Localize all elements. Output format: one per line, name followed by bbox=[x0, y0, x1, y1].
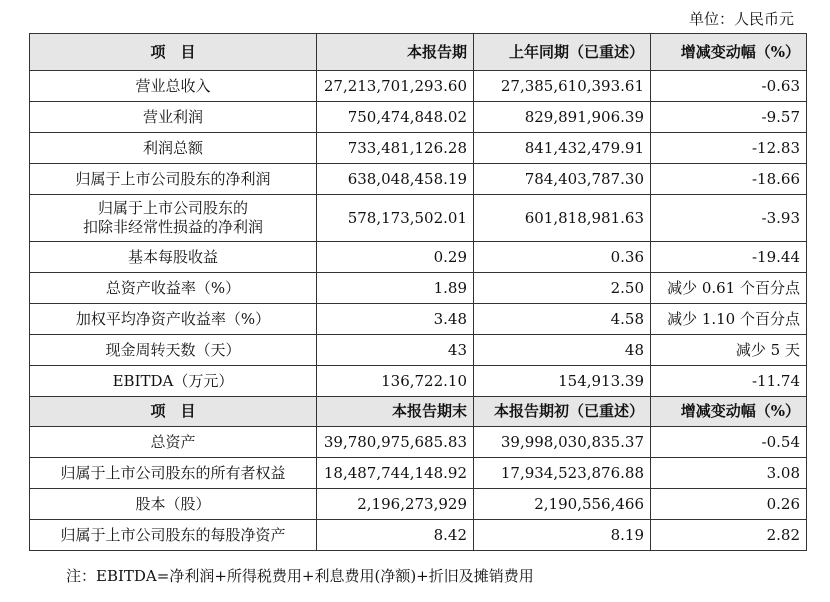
table-cell: 43 bbox=[317, 335, 474, 366]
table-cell: -3.93 bbox=[651, 195, 807, 242]
table-header-row-2 bbox=[30, 397, 807, 427]
table-cell: 48 bbox=[474, 335, 651, 366]
column-header: 项 目 bbox=[30, 34, 317, 71]
table-cell: 2,196,273,929 bbox=[317, 489, 474, 520]
table-cell: -12.83 bbox=[651, 133, 807, 164]
table-cell: 841,432,479.91 bbox=[474, 133, 651, 164]
row-label: 归属于上市公司股东的 扣除非经常性损益的净利润 bbox=[30, 195, 317, 242]
table-row bbox=[30, 458, 807, 489]
row-label: 营业总收入 bbox=[30, 71, 317, 102]
table-cell: -0.54 bbox=[651, 427, 807, 458]
table-row bbox=[30, 335, 807, 366]
row-label: EBITDA（万元） bbox=[30, 366, 317, 397]
table-cell: 2.50 bbox=[474, 273, 651, 304]
row-label: 加权平均净资产收益率（%） bbox=[30, 304, 317, 335]
table-cell: 减少 1.10 个百分点 bbox=[651, 304, 807, 335]
table-cell: -18.66 bbox=[651, 164, 807, 195]
table-row bbox=[30, 71, 807, 102]
row-label: 利润总额 bbox=[30, 133, 317, 164]
table-cell: 829,891,906.39 bbox=[474, 102, 651, 133]
table-cell: 1.89 bbox=[317, 273, 474, 304]
table-cell: 8.19 bbox=[474, 520, 651, 551]
table-cell: -11.74 bbox=[651, 366, 807, 397]
table-cell: 601,818,981.63 bbox=[474, 195, 651, 242]
table-cell: 2,190,556,466 bbox=[474, 489, 651, 520]
unit-label: 单位：人民币元 bbox=[688, 10, 794, 28]
row-label: 股本（股） bbox=[30, 489, 317, 520]
table-cell: 3.48 bbox=[317, 304, 474, 335]
table-cell: 0.26 bbox=[651, 489, 807, 520]
table-row bbox=[30, 164, 807, 195]
footnote: 注：EBITDA=净利润+所得税费用+利息费用(净额)+折旧及摊销费用 bbox=[66, 567, 534, 585]
table-cell: 750,474,848.02 bbox=[317, 102, 474, 133]
column-header: 项 目 bbox=[30, 397, 317, 427]
table-cell: 733,481,126.28 bbox=[317, 133, 474, 164]
table-row bbox=[30, 489, 807, 520]
row-label: 基本每股收益 bbox=[30, 242, 317, 273]
table-row bbox=[30, 102, 807, 133]
row-label: 营业利润 bbox=[30, 102, 317, 133]
table-row bbox=[30, 366, 807, 397]
table-row bbox=[30, 427, 807, 458]
table-row bbox=[30, 304, 807, 335]
table-cell: 3.08 bbox=[651, 458, 807, 489]
table-row bbox=[30, 195, 807, 242]
table-row bbox=[30, 273, 807, 304]
table-cell: 784,403,787.30 bbox=[474, 164, 651, 195]
table-cell: 减少 0.61 个百分点 bbox=[651, 273, 807, 304]
table-row bbox=[30, 133, 807, 164]
row-label: 归属于上市公司股东的净利润 bbox=[30, 164, 317, 195]
financial-summary-table bbox=[29, 33, 807, 551]
table-row bbox=[30, 242, 807, 273]
row-label: 归属于上市公司股东的每股净资产 bbox=[30, 520, 317, 551]
column-header: 本报告期 bbox=[317, 34, 474, 71]
table-cell: 17,934,523,876.88 bbox=[474, 458, 651, 489]
table-row bbox=[30, 520, 807, 551]
column-header: 上年同期（已重述） bbox=[474, 34, 651, 71]
table-cell: 39,780,975,685.83 bbox=[317, 427, 474, 458]
row-label: 现金周转天数（天） bbox=[30, 335, 317, 366]
table-cell: 18,487,744,148.92 bbox=[317, 458, 474, 489]
row-label: 归属于上市公司股东的所有者权益 bbox=[30, 458, 317, 489]
column-header: 本报告期末 bbox=[317, 397, 474, 427]
column-header: 增减变动幅（%） bbox=[651, 397, 807, 427]
table-cell: 8.42 bbox=[317, 520, 474, 551]
table-header-row bbox=[30, 34, 807, 71]
table-cell: 638,048,458.19 bbox=[317, 164, 474, 195]
row-label: 总资产 bbox=[30, 427, 317, 458]
row-label: 总资产收益率（%） bbox=[30, 273, 317, 304]
table-cell: 0.29 bbox=[317, 242, 474, 273]
table-cell: -9.57 bbox=[651, 102, 807, 133]
column-header: 增减变动幅（%） bbox=[651, 34, 807, 71]
table-cell: 27,385,610,393.61 bbox=[474, 71, 651, 102]
table-cell: -19.44 bbox=[651, 242, 807, 273]
table-cell: 4.58 bbox=[474, 304, 651, 335]
table-cell: 39,998,030,835.37 bbox=[474, 427, 651, 458]
table-cell: -0.63 bbox=[651, 71, 807, 102]
table-cell: 0.36 bbox=[474, 242, 651, 273]
table-cell: 27,213,701,293.60 bbox=[317, 71, 474, 102]
column-header: 本报告期初（已重述） bbox=[474, 397, 651, 427]
table-cell: 154,913.39 bbox=[474, 366, 651, 397]
table-cell: 减少 5 天 bbox=[651, 335, 807, 366]
table-cell: 2.82 bbox=[651, 520, 807, 551]
table-cell: 136,722.10 bbox=[317, 366, 474, 397]
table-cell: 578,173,502.01 bbox=[317, 195, 474, 242]
